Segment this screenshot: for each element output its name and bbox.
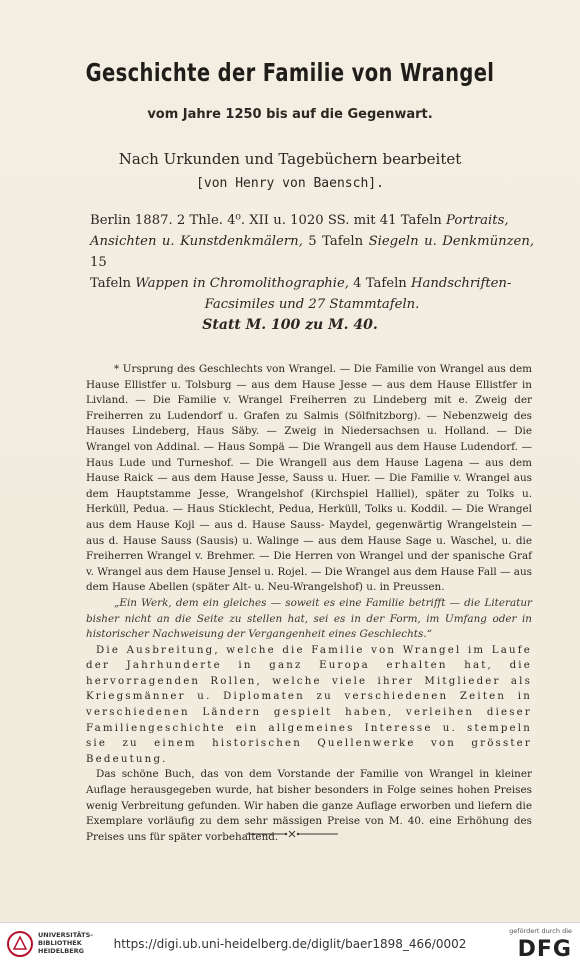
biblio-text: Tafeln [90,276,136,291]
institution-line: UNIVERSITÄTS- [38,931,93,939]
source-line: Nach Urkunden und Tagebüchern bearbeitet [118,150,462,168]
price-line: Statt M. 100 zu M. 40. [202,317,378,333]
dfg-logo: DFG [517,937,572,962]
biblio-text: 4 Tafeln [348,276,411,291]
biblio-text: 15 [90,255,107,270]
bibliographic-description [90,210,534,315]
body-text [86,362,532,845]
biblio-italic: Ansichten u. Kunstdenkmälern, [90,234,303,249]
author-line: [von Henry von Baensch]. [196,176,384,191]
biblio-text: 5 Tafeln [302,234,369,249]
biblio-text: Berlin 1887. 2 Thle. 4⁰. XII u. 1020 SS. mit 41 Tafeln [90,213,446,228]
institution-line: BIBLIOTHEK [38,939,82,947]
viewer-footer [0,922,580,966]
biblio-italic: Handschriften- [410,276,512,291]
contents-paragraph: * Ursprung des Geschlechts von Wrangel. — Die Familie von Wrangel aus dem Hause Ellistfer u. Tolsburg — aus dem Hause Jesse — aus dem Hause Ellistfer in Livland. — Die Familie v. Wrangel Freiherren zu Lindeberg mit e. Zweig der Freiherren zu Ludendorf u. Grafen zu Salmis (Sölfnitzborg). — Nebenzweig des Hauses Lindeberg, Haus Säby. — Zweig in Niedersachsen u. Holland. — Die Wrangel von Addinal. — Haus Sompä — Die Wrangell aus dem Hause Ludendorf. — Haus Lude und Turneshof. — Die Wrangell aus dem Hause Lagena — aus dem Hause Raick — aus dem Hause Jesse, Sauss u. Huer. — Die Familie v. Wrangel aus dem Hauptstamme Jesse, Wrangelshof (Kirchspiel Halliel), später zu Tolks u. Herküll, Pedua. — Haus Sticklecht, Pedua, Herküll, Tolks u. Koddil. — Die Wrangel aus dem Hause Kojl — aus d. Hause Sauss- Maydel, gegenwärtig Wrangelstein — aus d. Hause Sauss (Sausis) u. Walinge — aus dem Hause Sage u. Waschel, u. die Freiherren Wrangel v. Brehmer. — Die Herren von Wrangel und der spanische Graf v. Wrangel aus dem Hause Jensel u. Rojel. — Die Wrangel aus dem Hause Fall — aus dem Hause Abellen (später Alt- u. Neu-Wrangelshof) u. in Preussen. [86,363,532,594]
ornament-divider [246,829,338,839]
description-paragraph: Die Ausbreitung, welche die Familie von Wrangel im Laufe der Jahrhunderte in ganz Europa erhalten hat, die hervorragenden Rollen, welche viele ihrer Mitglieder als Kriegsmänner u. Diplomaten zu verschiedenen Zeiten in verschiedenen Ländern gespielt haben, verleihen dieser Familiengeschichte ein allgemeines Interesse u. stempeln sie zu einem historischen Quellenwerke von grösster Bedeutung. [86,644,532,765]
offer-paragraph: Das schöne Buch, das von dem Vorstande der Familie von Wrangel in kleiner Auflage herausgegeben wurde, hat bisher besonders in Folge seines hohen Preises wenig Verbreitung gefunden. Wir haben die ganze Auflage erworben und liefern die Exemplare vorläufig zu dem sehr mässigen Preise von M. 40. eine Erhöhung des Preises uns für später vorbehaltend. [86,768,532,843]
funding-note: gefördert durch die [509,927,572,935]
institution-line: HEIDELBERG [38,947,85,955]
permalink-url[interactable]: https://digi.ub.uni-heidelberg.de/diglit/baer1898_466/0002 [113,937,467,951]
biblio-italic: Portraits, [446,213,509,228]
page-subtitle: vom Jahre 1250 bis auf die Gegenwart. [147,107,433,122]
biblio-italic: Siegeln u. Denkmünzen, [368,234,535,249]
review-quote: „Ein Werk, dem ein gleiches — soweit es eine Familie betrifft — die Literatur bisher nicht an die Seite zu stellen hat, sei es in der Form, im Umfang oder in historischer Nachweisung der Vergangenheit eines Geschlechts.“ [86,596,532,641]
biblio-italic: Wappen in Chromolithographie, [135,276,349,291]
page-title: Geschichte der Familie von Wrangel [85,58,495,87]
biblio-italic: Facsimiles und 27 Stammtafeln. [204,297,420,312]
